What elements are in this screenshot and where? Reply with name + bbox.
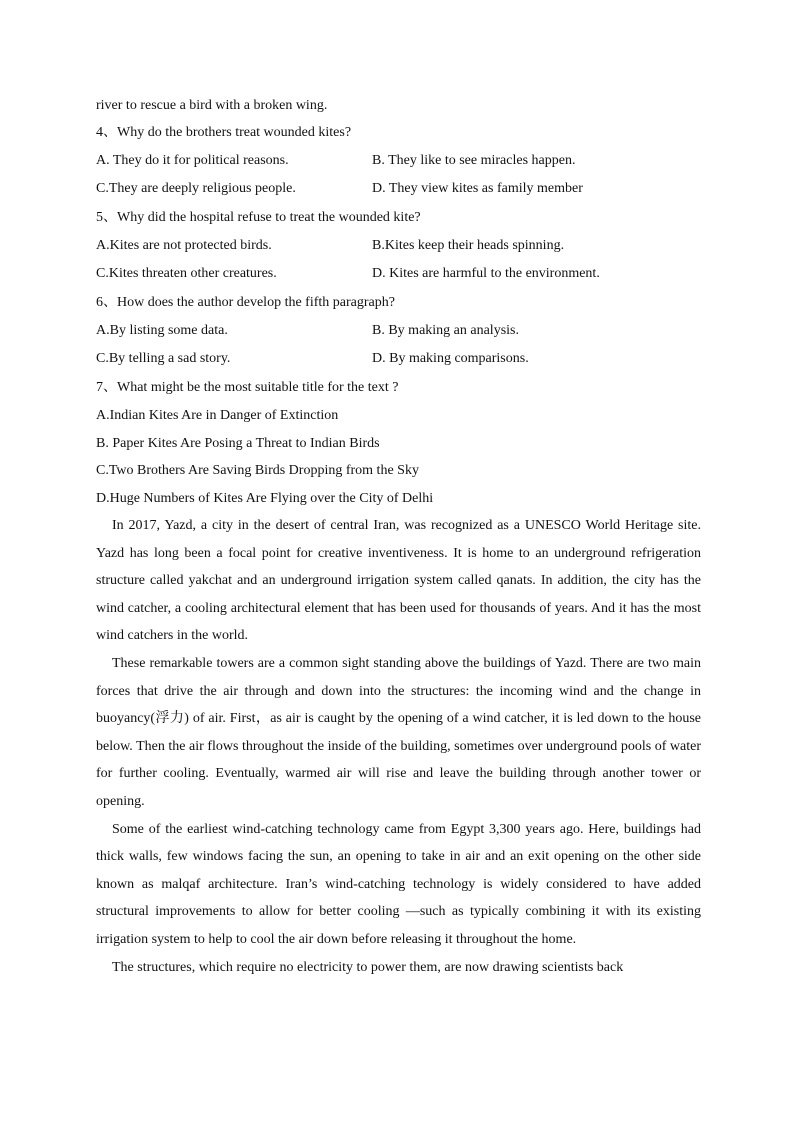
- question-6-option-d: D. By making comparisons.: [372, 351, 529, 366]
- continuation-line: river to rescue a bird with a broken wing.: [96, 98, 328, 113]
- question-7-option-a: A.Indian Kites Are in Danger of Extinction: [96, 408, 339, 423]
- question-5-option-a: A.Kites are not protected birds.: [96, 238, 272, 253]
- question-4-stem: 4、Why do the brothers treat wounded kites?: [96, 125, 352, 140]
- question-4-option-d: D. They view kites as family member: [372, 181, 583, 196]
- question-6-option-c: C.By telling a sad story.: [96, 351, 231, 366]
- question-6-options-row-1: [96, 317, 701, 345]
- question-6-option-a: A.By listing some data.: [96, 323, 228, 338]
- question-5-option-c: C.Kites threaten other creatures.: [96, 266, 277, 281]
- question-5-option-b: B.Kites keep their heads spinning.: [372, 238, 565, 253]
- question-6-options-row-2: [96, 345, 701, 373]
- question-5-option-d: D. Kites are harmful to the environment.: [372, 266, 600, 281]
- question-4-option-b: B. They like to see miracles happen.: [372, 153, 576, 168]
- reading-passage: [96, 512, 701, 981]
- question-7-option-d: D.Huge Numbers of Kites Are Flying over the City of Delhi: [96, 490, 434, 506]
- question-6-option-b: B. By making an analysis.: [372, 323, 519, 338]
- question-6-stem: 6、How does the author develop the fifth paragraph?: [96, 295, 395, 310]
- question-4-options-row-1: [96, 147, 701, 175]
- question-7-stem: 7、What might be the most suitable title for the text ?: [96, 380, 399, 395]
- question-7-option-c: C.Two Brothers Are Saving Birds Dropping from the Sky: [96, 463, 419, 478]
- passage-paragraph-1: In 2017, Yazd, a city in the desert of central Iran, was recognized as a UNESCO World Heritage site. Yazd has long been a focal point for creative inventiveness. It is home to an underground refrigeration structure called yakchat and an underground irrigation system called qanats. In addition, the city has the wind catcher, a cooling architectural element that has been used for thousands of years. And it has the most wind catchers in the world.: [96, 518, 701, 644]
- passage-paragraph-4: The structures, which require no electricity to power them, are now drawing scientists back: [112, 959, 624, 975]
- passage-paragraph-3: Some of the earliest wind-catching technology came from Egypt 3,300 years ago. Here, buildings had thick walls, few windows facing the sun, an opening to take in air and an exit opening on the other side known as malqaf architecture. Iran’s wind-catching technology is widely considered to have added structural improvements to allow for better cooling —such as typically combining it with its existing irrigation system to help to cool the air down before releasing it throughout the home.: [96, 821, 701, 947]
- question-5-stem: 5、Why did the hospital refuse to treat the wounded kite?: [96, 210, 421, 225]
- question-5-options-row-2: [96, 260, 701, 288]
- question-4-option-a: A. They do it for political reasons.: [96, 153, 289, 168]
- document-page: [96, 94, 701, 981]
- question-4-options-row-2: [96, 175, 701, 203]
- question-7-option-b: B. Paper Kites Are Posing a Threat to Indian Birds: [96, 435, 380, 451]
- question-4-option-c: C.They are deeply religious people.: [96, 181, 296, 196]
- question-5-options-row-1: [96, 232, 701, 260]
- passage-paragraph-2: These remarkable towers are a common sight standing above the buildings of Yazd. There are two main forces that drive the air through and down into the structures: the incoming wind and the change in buoyancy(浮力) of air. First，as air is caught by the opening of a wind catcher, it is led down to the house below. Then the air flows throughout the inside of the building, sometimes over underground pools of water for further cooling. Eventually, warmed air will rise and leave the building through another tower or opening.: [96, 655, 701, 809]
